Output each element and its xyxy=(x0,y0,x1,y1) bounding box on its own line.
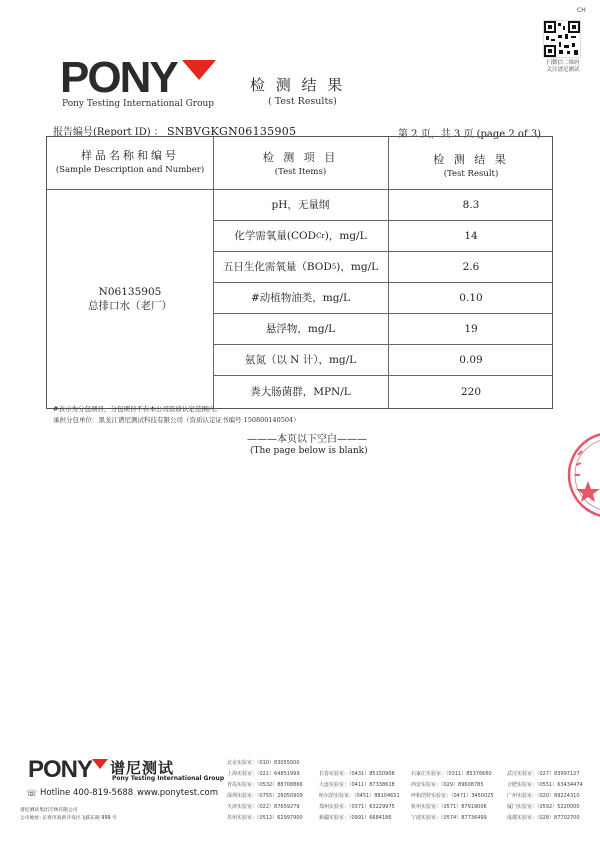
lab-entry: 西安实验室：（029）89608785 xyxy=(411,782,484,788)
lab-entry: 大连实验室：（0411）87338618 xyxy=(319,782,395,788)
company-name-en: Pony Testing International Group xyxy=(62,99,215,109)
header-cn: 检 测 结 果 xyxy=(433,153,509,166)
header-cn: 检 测 项 目 xyxy=(262,151,339,164)
test-result: 0.10 xyxy=(459,291,483,304)
footer-hotline: Hotline 400-819-5688 xyxy=(40,788,134,798)
sample-name: 总排口水（老厂） xyxy=(88,300,172,312)
test-item-text: 化学需氧量(COD xyxy=(234,230,317,242)
header-test-items xyxy=(213,149,388,177)
seal-stamp xyxy=(566,425,600,525)
lab-entry: 上海实验室：（021）64851999 xyxy=(227,771,300,777)
lab-entry: 哈尔滨实验室：（0451）88104651 xyxy=(319,793,400,799)
blank-marker-en: (The page below is blank) xyxy=(250,446,368,456)
lab-entry: 宁波实验室：（0574）87736499 xyxy=(411,815,487,821)
header-cn: 样品名称和编号 xyxy=(81,149,179,162)
corner-mark: CH xyxy=(577,7,586,14)
footer-brand-en: Pony Testing International Group xyxy=(112,775,225,782)
test-result: 220 xyxy=(460,385,482,398)
phone-icon: ☏ xyxy=(26,789,38,799)
qr-caption-line: 扫微信二维码 xyxy=(546,60,580,66)
test-item: 氨氮（以 N 计），mg/L xyxy=(244,354,357,366)
lab-entry: 杭州实验室：（0571）87919006 xyxy=(411,804,487,810)
logo-text: PONY xyxy=(60,56,177,96)
lab-entry: 石家庄实验室：（0311）85376660 xyxy=(411,771,492,777)
lab-entry: 北京实验室：（010）83055000 xyxy=(227,760,300,766)
subcontractor-note: 承担分包单位：黑龙江谱尼测试科技有限公司（资质认定证书编号 150800140504） xyxy=(53,416,300,424)
test-item-unit: )，mg/L xyxy=(324,230,367,242)
lab-entry: 武汉实验室：（027）83997127 xyxy=(507,771,580,777)
lab-entry: 广州实验室：（020）89224310 xyxy=(507,793,580,799)
sample-cell xyxy=(47,189,213,409)
lab-entry: 长春实验室：（0431）85150908 xyxy=(319,771,395,777)
lab-entry: 青岛实验室：（0532）88708866 xyxy=(227,782,303,788)
header-en: (Test Result) xyxy=(443,169,499,179)
logo-triangle xyxy=(182,60,216,80)
test-item: pH，无量纲 xyxy=(271,199,330,211)
footer-address-line: 谱尼测试集团吉林有限公司 xyxy=(20,808,78,813)
header-sample xyxy=(47,147,213,175)
test-result: 0.09 xyxy=(459,353,483,366)
test-item: 粪大肠菌群，MPN/L xyxy=(250,386,351,398)
footer-pony-logo xyxy=(28,757,108,781)
header-en: (Test Items) xyxy=(274,167,327,177)
lab-entry: 深圳实验室：（0755）26050909 xyxy=(227,793,303,799)
test-item-unit: )，mg/L xyxy=(336,261,379,273)
test-result: 8.3 xyxy=(462,198,480,211)
lab-entry: 郑州实验室：（0371）63229975 xyxy=(319,804,395,810)
results-table xyxy=(46,136,553,409)
qr-caption xyxy=(533,60,593,74)
report-id-value: SNBVGKGN06135905 xyxy=(166,125,297,138)
doc-title-cn: 检 测 结 果 xyxy=(250,76,346,94)
test-item-text: 五日生化需氧量（BOD xyxy=(222,261,332,273)
footer-brand-cn: 谱尼测试 xyxy=(110,759,175,777)
test-item: #动植物油类，mg/L xyxy=(251,292,350,304)
doc-title-en: ( Test Results) xyxy=(268,96,337,107)
lab-entry: 天津实验室：（022）87659279 xyxy=(227,804,300,810)
lab-entry: 厦门实验室：（0592）5220000 xyxy=(507,804,580,810)
sample-id: N06135905 xyxy=(98,286,162,298)
footer-address-line: 公司地址: 长春市高新开发区飞跃东路 999 号 xyxy=(20,816,117,821)
test-result: 19 xyxy=(464,322,478,335)
lab-entry: 呼和浩特实验室：（0471）3450025 xyxy=(411,793,494,799)
test-item: 悬浮物，mg/L xyxy=(265,323,336,335)
page-info: 第 2 页，共 3 页 (page 2 of 3) xyxy=(398,129,542,140)
lab-entry: 苏州实验室：（0512）62997900 xyxy=(227,815,303,821)
blank-marker-cn: ———本页以下空白——— xyxy=(247,434,367,445)
test-item-subscript: Cr xyxy=(316,231,325,240)
header-en: (Sample Description and Number) xyxy=(55,165,205,175)
lab-entry: 新疆实验室：（0991）6684186 xyxy=(319,815,392,821)
footer-logo-triangle xyxy=(92,759,108,769)
test-item-subscript: 5 xyxy=(331,262,337,271)
test-result: 2.6 xyxy=(462,260,480,273)
qr-code[interactable] xyxy=(543,20,581,58)
lab-entry: 成都实验室：（028）87702700 xyxy=(507,815,580,821)
report-id-label: 报告编号(Report ID) ： xyxy=(53,127,164,138)
test-item xyxy=(213,251,388,282)
test-item xyxy=(213,220,388,251)
test-result: 14 xyxy=(464,229,478,242)
footer-logo-text: PONY xyxy=(28,757,93,781)
pony-logo xyxy=(60,56,220,96)
qr-caption-line: 关注谱尼测试 xyxy=(546,67,580,73)
footer-website[interactable]: www.ponytest.com xyxy=(137,788,218,798)
header-test-result xyxy=(388,151,554,179)
lab-entry: 合肥实验室：（0551）63434474 xyxy=(507,782,583,788)
subcontract-note: #表示为分包项目，分包项目不在本公司资质认定范围内。 xyxy=(53,405,221,413)
